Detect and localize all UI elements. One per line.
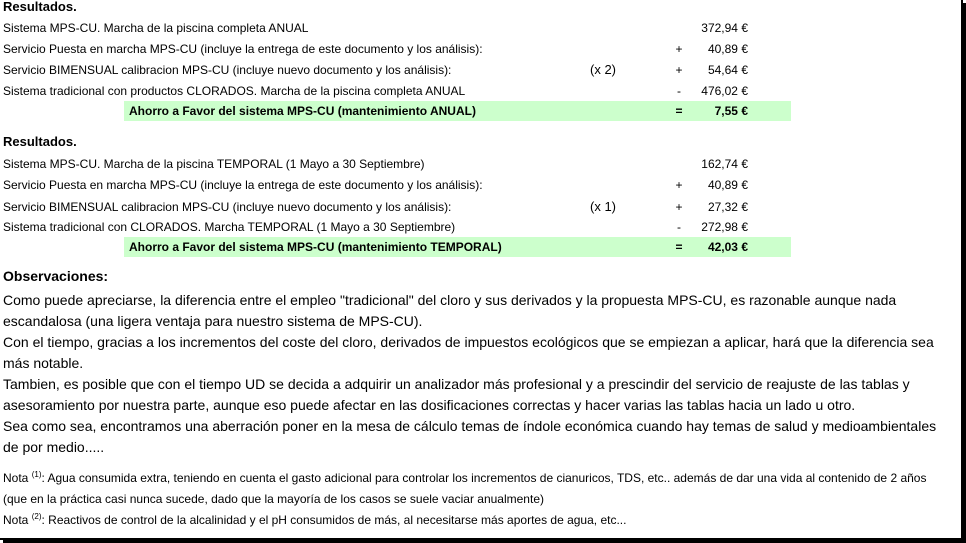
footnote-text: : Agua consumida extra, teniendo en cuenta el gasto adicional para controlar los incrementos de cianuricos, TDS, etc.. además de dar una vida al contenido de 2 años (que en la práctica casi nunca sucede, dado que la mayoría de los casos se suele vaciar anualmente) — [3, 471, 927, 506]
row-operator: + — [675, 178, 683, 192]
total-amount: 7,55 € — [714, 104, 748, 118]
total-description: Ahorro a Favor del sistema MPS-CU (mantenimiento ANUAL) — [129, 104, 476, 118]
table-row — [0, 81, 800, 101]
observation-paragraph: Con el tiempo, gracias a los incrementos del coste del cloro, derivados de impuestos ecológicos que se empiezan a aplicar, hará que la diferencia sea más notable. — [3, 334, 934, 371]
row-description: Servicio BIMENSUAL calibracion MPS-CU (incluye nuevo documento y los análisis): — [3, 63, 452, 77]
footnote-marker: (1) — [31, 470, 42, 479]
total-operator: = — [675, 104, 683, 118]
footnote — [3, 468, 953, 510]
row-amount: 476,02 € — [701, 84, 748, 98]
total-row — [0, 101, 800, 121]
row-amount: 272,98 € — [701, 220, 748, 234]
row-operator: + — [675, 200, 683, 214]
footnote-label: Nota — [3, 471, 29, 485]
row-amount: 372,94 € — [701, 21, 748, 35]
table-row — [0, 60, 800, 80]
row-amount: 54,64 € — [707, 63, 748, 77]
observations-body — [3, 290, 953, 458]
observation-paragraph: Sea como sea, encontramos una aberración poner en la mesa de cálculo temas de índole económica cuando hay temas de salud y medioambientales de por medio..... — [3, 418, 937, 455]
total-description: Ahorro a Favor del sistema MPS-CU (mantenimiento TEMPORAL) — [129, 240, 502, 254]
table-row — [0, 154, 800, 174]
observation-paragraph: Como puede apreciarse, la diferencia entre el empleo "tradicional" del cloro y sus derivados y la propuesta MPS-CU, es razonable aunque nada escandalosa (una ligera ventaja para nuestro sistema de MPS-CU). — [3, 292, 897, 329]
table-row — [0, 197, 800, 217]
footnote-text: : Reactivos de control de la alcalinidad y el pH consumidos de más, al necesitarse más aportes de agua, etc... — [41, 513, 627, 527]
row-description: Servicio BIMENSUAL calibracion MPS-CU (incluye nuevo documento y los análisis): — [3, 200, 452, 214]
row-operator: + — [675, 63, 683, 77]
row-operator: + — [675, 42, 683, 56]
table-row — [0, 217, 800, 237]
footnote-label: Nota — [3, 513, 29, 527]
row-amount: 27,32 € — [707, 200, 748, 214]
row-operator: - — [677, 220, 681, 234]
observation-paragraph: Tambien, es posible que con el tiempo UD se decida a adquirir un analizador más profesional y a prescindir del servicio de reajuste de las tablas y asesoramiento por nuestra parte, aunque eso puede afectar en las dosificaciones correctas y hacer varias las tablas hacia un lado u otro. — [3, 376, 910, 413]
table-row — [0, 18, 800, 38]
row-amount: 40,89 € — [707, 178, 748, 192]
total-operator: = — [675, 240, 683, 254]
footnote-marker: (2) — [31, 512, 42, 521]
footnote — [3, 510, 953, 531]
row-description: Sistema tradicional con productos CLORADOS. Marcha de la piscina completa ANUAL — [3, 84, 466, 98]
total-row — [0, 237, 800, 257]
section1-heading: Resultados. — [3, 0, 77, 14]
row-description: Servicio Puesta en marcha MPS-CU (incluye la entrega de este documento y los análisis): — [3, 42, 483, 56]
total-amount: 42,03 € — [707, 240, 748, 254]
row-description: Sistema MPS-CU. Marcha de la piscina completa ANUAL — [3, 21, 309, 35]
observations-title: Observaciones: — [3, 268, 109, 284]
row-description: Servicio Puesta en marcha MPS-CU (incluye la entrega de este documento y los análisis): — [3, 178, 483, 192]
table-row — [0, 39, 800, 59]
row-amount: 40,89 € — [707, 42, 748, 56]
row-amount: 162,74 € — [701, 157, 748, 171]
row-operator: - — [677, 84, 681, 98]
row-description: Sistema MPS-CU. Marcha de la piscina TEMPORAL (1 Mayo a 30 Septiembre) — [3, 157, 425, 171]
footnotes — [3, 468, 953, 531]
table-row — [0, 175, 800, 195]
row-description: Sistema tradicional con CLORADOS. Marcha TEMPORAL (1 Mayo a 30 Septiembre) — [3, 220, 456, 234]
section2-heading: Resultados. — [3, 134, 77, 149]
row-multiplier: (x 2) — [590, 62, 616, 77]
row-multiplier: (x 1) — [590, 199, 616, 214]
